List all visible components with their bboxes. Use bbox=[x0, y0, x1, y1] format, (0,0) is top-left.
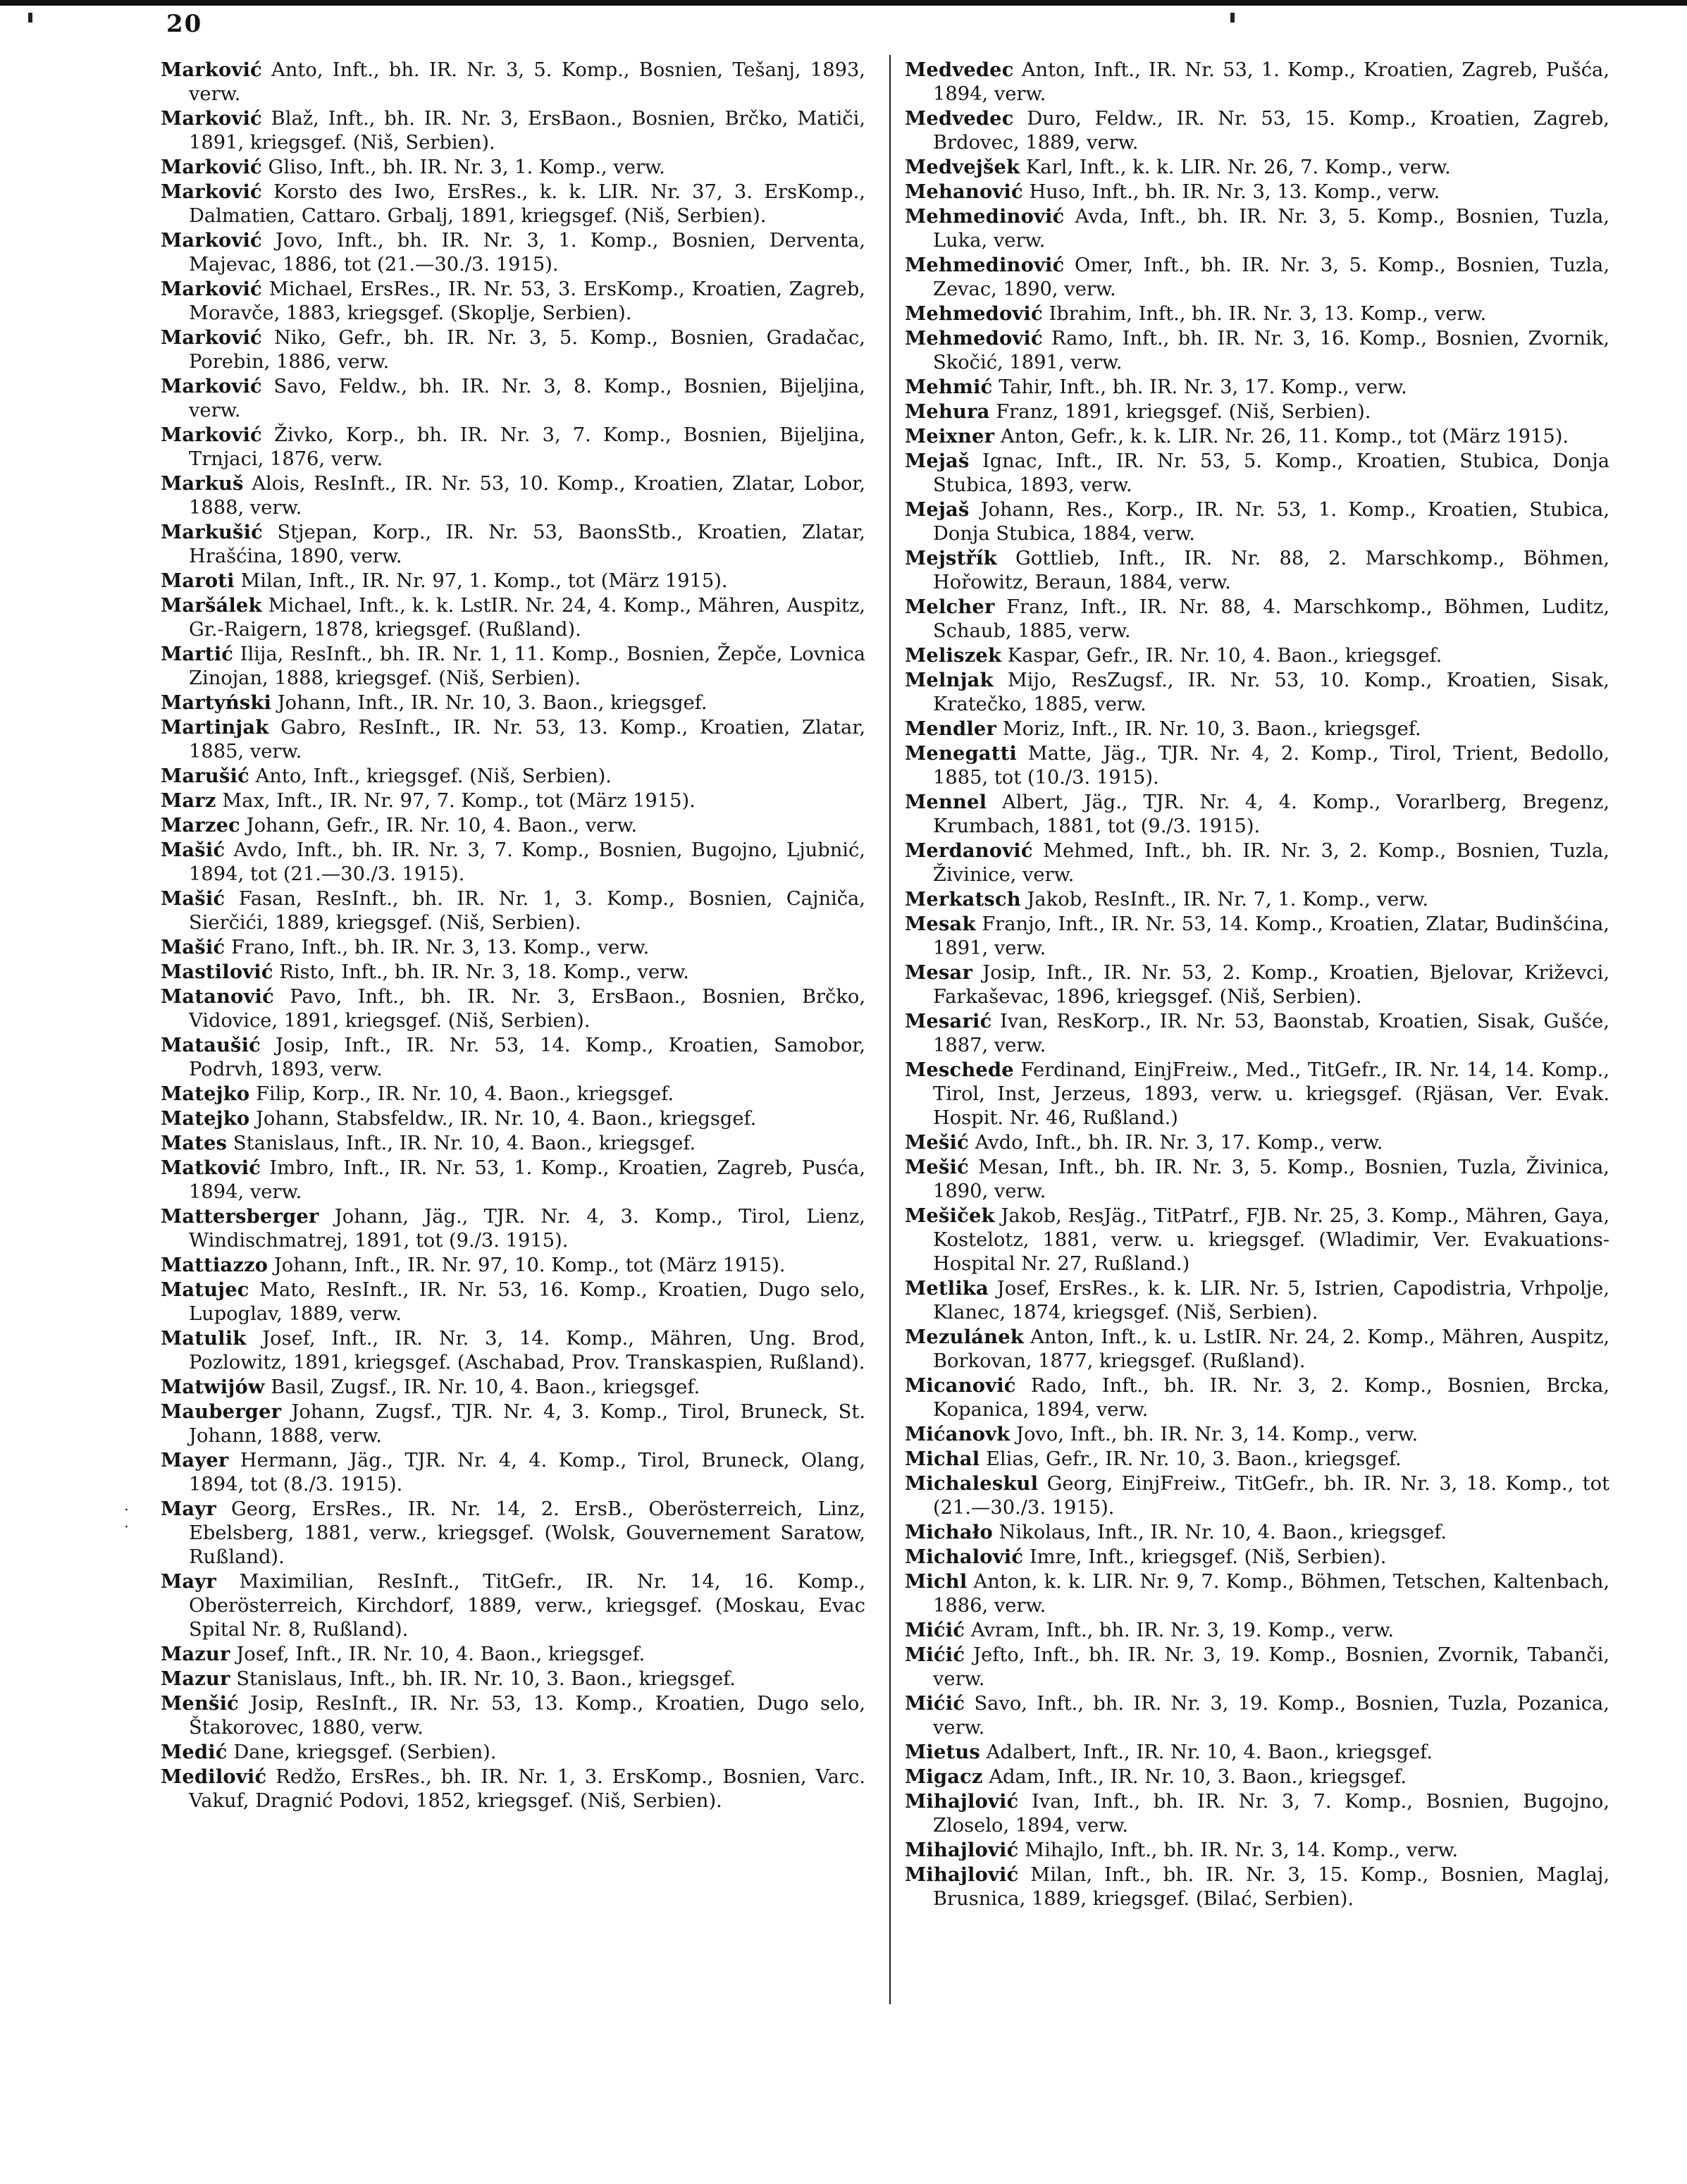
list-item bbox=[905, 595, 1609, 643]
entry-details: Imbro, Inft., IR. Nr. 53, 1. Komp., Kroatien, Zagreb, Pusća, 1894, verw. bbox=[189, 1157, 865, 1203]
entry-details: Gabro, ResInft., IR. Nr. 53, 13. Komp., Kroatien, Zlatar, 1885, verw. bbox=[189, 717, 865, 763]
list-item bbox=[905, 204, 1609, 253]
entry-details: Alois, ResInft., IR. Nr. 53, 10. Komp., Kroatien, Zlatar, Lobor, 1888, verw. bbox=[189, 473, 865, 519]
entry-details: Mihajlo, Inft., bh. IR. Nr. 3, 14. Komp., verw. bbox=[1018, 1839, 1459, 1861]
list-item bbox=[905, 1618, 1609, 1643]
list-item bbox=[161, 642, 865, 691]
list-item bbox=[905, 155, 1609, 180]
entry-details: Dane, kriegsgef. (Serbien). bbox=[227, 1741, 497, 1763]
entry-details: Jakob, ResJäg., TitPatrf., FJB. Nr. 25, 3. Komp., Mähren, Gaya, Kostelotz, 1881, verw. u. kriegsgef. (Wladimir, Ver. Evakuations-Hospital Nr. 27, Rußland.) bbox=[933, 1205, 1609, 1275]
entry-details: Avram, Inft., bh. IR. Nr. 3, 19. Komp., verw. bbox=[965, 1620, 1395, 1641]
entry-details: Niko, Gefr., bh. IR. Nr. 3, 5. Komp., Bosnien, Gradačac, Porebin, 1886, verw. bbox=[189, 327, 865, 373]
list-item bbox=[161, 180, 865, 228]
entry-details: Savo, Inft., bh. IR. Nr. 3, 19. Komp., Bosnien, Tuzla, Pozanica, verw. bbox=[933, 1693, 1609, 1739]
entry-details: Jefto, Inft., bh. IR. Nr. 3, 19. Komp., Bosnien, Zvornik, Tabanči, verw. bbox=[933, 1644, 1609, 1690]
list-item bbox=[905, 326, 1609, 375]
list-item bbox=[905, 717, 1609, 741]
list-item bbox=[905, 839, 1609, 887]
entry-surname: Marzec bbox=[161, 814, 240, 837]
list-item bbox=[905, 1276, 1609, 1325]
entry-surname: Martinjak bbox=[161, 716, 269, 739]
list-item bbox=[905, 1130, 1609, 1155]
entry-surname: Mazur bbox=[161, 1667, 230, 1690]
entry-surname: Marušić bbox=[161, 765, 249, 787]
entry-details: Georg, ErsRes., IR. Nr. 14, 2. ErsB., Oberösterreich, Linz, Ebelsberg, 1881, verw., kriegsgef. (Wolsk, Gouvernement Saratow, Rußland). bbox=[189, 1498, 865, 1568]
entry-details: Josip, ResInft., IR. Nr. 53, 13. Komp., Kroatien, Dugo selo, Štakorovec, 1880, verw. bbox=[189, 1693, 865, 1739]
entry-surname: Merdanović bbox=[905, 839, 1033, 862]
entry-surname: Mehmedović bbox=[905, 327, 1043, 350]
entry-surname: Markušić bbox=[161, 521, 264, 543]
entry-surname: Mešić bbox=[905, 1156, 969, 1178]
entry-details: Milan, Inft., bh. IR. Nr. 3, 15. Komp., Bosnien, Maglaj, Brusnica, 1889, kriegsgef. (Bilać, Serbien). bbox=[933, 1864, 1609, 1910]
list-item bbox=[161, 887, 865, 935]
list-item bbox=[161, 1740, 865, 1765]
entry-details: Mato, ResInft., IR. Nr. 53, 16. Komp., Kroatien, Dugo selo, Lupoglav, 1889, verw. bbox=[189, 1279, 865, 1325]
list-item bbox=[161, 1691, 865, 1740]
list-item bbox=[161, 764, 865, 789]
entry-surname: Mazur bbox=[161, 1643, 230, 1665]
entry-surname: Marković bbox=[161, 375, 262, 397]
entry-details: Huso, Inft., bh. IR. Nr. 3, 13. Komp., verw. bbox=[1022, 181, 1440, 203]
page-number: 20 bbox=[166, 10, 203, 38]
entry-surname: Mehura bbox=[905, 400, 990, 423]
entry-details: Pavo, Inft., bh. IR. Nr. 3, ErsBaon., Bosnien, Brčko, Vidovice, 1891, kriegsgef. (Niš, Serbien). bbox=[189, 986, 865, 1032]
list-item bbox=[161, 838, 865, 887]
list-item bbox=[161, 155, 865, 180]
list-item bbox=[905, 887, 1609, 912]
list-item bbox=[161, 691, 865, 715]
list-item bbox=[161, 520, 865, 569]
list-item bbox=[161, 1765, 865, 1813]
entry-details: Jovo, Inft., bh. IR. Nr. 3, 14. Komp., verw. bbox=[1010, 1424, 1419, 1445]
entry-surname: Mašić bbox=[161, 839, 225, 861]
entry-surname: Mezulánek bbox=[905, 1326, 1024, 1348]
list-item bbox=[905, 1569, 1609, 1618]
list-item bbox=[161, 715, 865, 764]
entry-surname: Medvedec bbox=[905, 58, 1014, 81]
entry-details: Mehmed, Inft., bh. IR. Nr. 3, 2. Komp., Bosnien, Tuzla, Živinice, verw. bbox=[933, 840, 1609, 886]
entry-surname: Merkatsch bbox=[905, 888, 1021, 911]
list-item bbox=[905, 1325, 1609, 1374]
entry-details: Johann, Stabsfeldw., IR. Nr. 10, 4. Baon., kriegsgef. bbox=[249, 1108, 757, 1130]
entry-surname: Matulik bbox=[161, 1327, 247, 1350]
entry-details: Franz, 1891, kriegsgef. (Niš, Serbien). bbox=[989, 401, 1371, 423]
entry-details: Anto, Inft., kriegsgef. (Niš, Serbien). bbox=[249, 765, 612, 787]
entry-details: Anto, Inft., bh. IR. Nr. 3, 5. Komp., Bosnien, Tešanj, 1893, verw. bbox=[189, 59, 865, 105]
entry-surname: Mietus bbox=[905, 1741, 980, 1763]
entry-surname: Meixner bbox=[905, 425, 995, 448]
list-item bbox=[905, 180, 1609, 204]
list-item bbox=[905, 58, 1609, 106]
list-item bbox=[161, 228, 865, 277]
entry-surname: Marković bbox=[161, 58, 262, 81]
entry-surname: Matwijów bbox=[161, 1376, 265, 1398]
list-item bbox=[905, 1422, 1609, 1447]
list-item bbox=[905, 302, 1609, 326]
entry-details: Risto, Inft., bh. IR. Nr. 3, 18. Komp., verw. bbox=[273, 961, 689, 983]
list-item bbox=[161, 569, 865, 593]
left-column bbox=[161, 58, 865, 1813]
entry-details: Adam, Inft., IR. Nr. 10, 3. Baon., kriegsgef. bbox=[982, 1766, 1407, 1788]
entry-details: Moriz, Inft., IR. Nr. 10, 3. Baon., kriegsgef. bbox=[996, 718, 1421, 740]
list-item bbox=[905, 912, 1609, 961]
list-item bbox=[905, 1058, 1609, 1130]
list-item bbox=[161, 1497, 865, 1569]
entry-surname: Mešiček bbox=[905, 1204, 995, 1227]
entry-surname: Meschede bbox=[905, 1059, 1014, 1081]
entry-details: Johann, Jäg., TJR. Nr. 4, 3. Komp., Tirol, Lienz, Windischmatrej, 1891, tot (9./3. 1915). bbox=[189, 1206, 865, 1252]
entry-surname: Menegatti bbox=[905, 742, 1017, 765]
list-item bbox=[161, 277, 865, 326]
entry-details: Johann, Res., Korp., IR. Nr. 53, 1. Komp., Kroatien, Stubica, Donja Stubica, 1884, verw. bbox=[933, 499, 1609, 545]
entry-surname: Mates bbox=[161, 1132, 228, 1154]
entry-surname: Martić bbox=[161, 643, 234, 665]
entry-surname: Mayer bbox=[161, 1449, 229, 1472]
entry-details: Josip, Inft., IR. Nr. 53, 14. Komp., Kroatien, Samobor, Podrvh, 1893, verw. bbox=[189, 1035, 865, 1080]
entry-surname: Mehmedinović bbox=[905, 205, 1065, 228]
entry-surname: Michal bbox=[905, 1448, 980, 1470]
list-item bbox=[161, 58, 865, 106]
entry-details: Elias, Gefr., IR. Nr. 10, 3. Baon., kriegsgef. bbox=[980, 1448, 1402, 1470]
entry-details: Michael, ErsRes., IR. Nr. 53, 3. ErsKomp., Kroatien, Zagreb, Moravče, 1883, kriegsgef. (Skoplje, Serbien). bbox=[189, 278, 865, 324]
entry-details: Rado, Inft., bh. IR. Nr. 3, 2. Komp., Bosnien, Brcka, Kopanica, 1894, verw. bbox=[933, 1375, 1609, 1421]
entry-surname: Mihajlović bbox=[905, 1839, 1019, 1861]
entry-surname: Matejko bbox=[161, 1107, 250, 1130]
entry-details: Imre, Inft., kriegsgef. (Niš, Serbien). bbox=[1023, 1546, 1387, 1568]
list-item bbox=[161, 1448, 865, 1497]
list-item bbox=[905, 546, 1609, 595]
list-item bbox=[161, 1082, 865, 1106]
list-item bbox=[905, 375, 1609, 400]
entry-surname: Martyński bbox=[161, 691, 272, 714]
list-item bbox=[161, 1326, 865, 1375]
entry-surname: Marković bbox=[161, 229, 262, 252]
entry-surname: Mendler bbox=[905, 717, 997, 740]
entry-details: Avdo, Inft., bh. IR. Nr. 3, 17. Komp., verw. bbox=[968, 1132, 1383, 1154]
entry-surname: Marković bbox=[161, 326, 262, 349]
entry-details: Max, Inft., IR. Nr. 97, 7. Komp., tot (März 1915). bbox=[216, 790, 696, 812]
entry-details: Avdo, Inft., bh. IR. Nr. 3, 7. Komp., Bosnien, Bugojno, Ljubnić, 1894, tot (21.—30./3. 1915). bbox=[189, 839, 865, 885]
entry-details: Franz, Inft., IR. Nr. 88, 4. Marschkomp., Böhmen, Luditz, Schaub, 1885, verw. bbox=[933, 596, 1609, 642]
entry-details: Jovo, Inft., bh. IR. Nr. 3, 1. Komp., Bosnien, Derventa, Majevac, 1886, tot (21.—30./3. 1915). bbox=[189, 230, 865, 276]
entry-surname: Medić bbox=[161, 1741, 228, 1763]
entry-details: Basil, Zugsf., IR. Nr. 10, 4. Baon., kriegsgef. bbox=[264, 1376, 700, 1398]
right-column bbox=[905, 58, 1609, 1911]
entry-details: Ivan, Inft., bh. IR. Nr. 3, 7. Komp., Bosnien, Bugojno, Zloselo, 1894, verw. bbox=[933, 1791, 1609, 1837]
tick-mark bbox=[1230, 13, 1235, 23]
entry-surname: Mayr bbox=[161, 1498, 216, 1520]
entry-surname: Matujec bbox=[161, 1278, 249, 1301]
entry-surname: Mejstřík bbox=[905, 547, 997, 569]
entry-surname: Michalović bbox=[905, 1546, 1024, 1568]
entry-details: Živko, Korp., bh. IR. Nr. 3, 7. Komp., Bosnien, Bijeljina, Trnjaci, 1876, verw. bbox=[189, 424, 865, 470]
entry-details: Tahir, Inft., bh. IR. Nr. 3, 17. Komp., verw. bbox=[992, 376, 1407, 398]
list-item bbox=[161, 1033, 865, 1082]
entry-details: Gliso, Inft., bh. IR. Nr. 3, 1. Komp., verw. bbox=[261, 156, 665, 178]
entry-details: Ibrahim, Inft., bh. IR. Nr. 3, 13. Komp., verw. bbox=[1042, 303, 1487, 325]
list-item bbox=[905, 498, 1609, 546]
entry-details: Johann, Gefr., IR. Nr. 10, 4. Baon., verw. bbox=[240, 815, 638, 837]
list-item bbox=[905, 1447, 1609, 1472]
entry-surname: Michaleskul bbox=[905, 1472, 1039, 1495]
entry-details: Ivan, ResKorp., IR. Nr. 53, Baonstab, Kroatien, Sisak, Gušće, 1887, verw. bbox=[933, 1011, 1609, 1056]
entry-surname: Mastilović bbox=[161, 961, 273, 983]
list-item bbox=[905, 1374, 1609, 1422]
entry-details: Stanislaus, Inft., IR. Nr. 10, 4. Baon., kriegsgef. bbox=[227, 1133, 696, 1154]
entry-details: Franjo, Inft., IR. Nr. 53, 14. Komp., Kroatien, Zlatar, Budinšćina, 1891, verw. bbox=[933, 913, 1609, 959]
entry-details: Mesan, Inft., bh. IR. Nr. 3, 5. Komp., Bosnien, Tuzla, Živinica, 1890, verw. bbox=[933, 1156, 1609, 1202]
list-item bbox=[161, 1642, 865, 1667]
entry-details: Gottlieb, Inft., IR. Nr. 88, 2. Marschkomp., Böhmen, Hořowitz, Beraun, 1884, verw. bbox=[933, 548, 1609, 593]
entry-surname: Matejko bbox=[161, 1082, 250, 1105]
entry-surname: Mićić bbox=[905, 1692, 965, 1715]
entry-details: Karl, Inft., k. k. LIR. Nr. 26, 7. Komp., verw. bbox=[1020, 156, 1451, 178]
entry-details: Kaspar, Gefr., IR. Nr. 10, 4. Baon., kriegsgef. bbox=[1001, 645, 1442, 667]
entry-details: Ramo, Inft., bh. IR. Nr. 3, 16. Komp., Bosnien, Zvornik, Skočić, 1891, verw. bbox=[933, 328, 1609, 374]
list-item bbox=[161, 1253, 865, 1278]
list-item bbox=[905, 1643, 1609, 1691]
list-item bbox=[905, 643, 1609, 668]
list-item bbox=[905, 1863, 1609, 1911]
entry-surname: Mejaš bbox=[905, 498, 970, 521]
entry-surname: Mesarić bbox=[905, 1010, 992, 1032]
list-item bbox=[905, 449, 1609, 498]
entry-surname: Mihajlović bbox=[905, 1863, 1019, 1886]
entry-details: Matte, Jäg., TJR. Nr. 4, 2. Komp., Tirol, Trient, Bedollo, 1885, tot (10./3. 1915). bbox=[933, 743, 1609, 789]
entry-details: Albert, Jäg., TJR. Nr. 4, 4. Komp., Vorarlberg, Bregenz, Krumbach, 1881, tot (9./3. 1915). bbox=[933, 791, 1609, 837]
entry-details: Georg, EinjFreiw., TitGefr., bh. IR. Nr. 3, 18. Komp., tot (21.—30./3. 1915). bbox=[933, 1473, 1609, 1519]
entry-details: Stanislaus, Inft., bh. IR. Nr. 10, 3. Baon., kriegsgef. bbox=[230, 1668, 736, 1690]
margin-dots: · · bbox=[124, 1502, 129, 1536]
entry-details: Avda, Inft., bh. IR. Nr. 3, 5. Komp., Bosnien, Tuzla, Luka, verw. bbox=[933, 206, 1609, 252]
list-item bbox=[161, 1106, 865, 1131]
entry-details: Mijo, ResZugsf., IR. Nr. 53, 10. Komp., Kroatien, Sisak, Kratečko, 1885, verw. bbox=[933, 670, 1609, 715]
entry-details: Anton, k. k. LIR. Nr. 9, 7. Komp., Böhmen, Tetschen, Kaltenbach, 1886, verw. bbox=[933, 1571, 1609, 1617]
entry-surname: Melnjak bbox=[905, 669, 994, 691]
entry-surname: Michl bbox=[905, 1570, 968, 1593]
list-item bbox=[905, 668, 1609, 717]
list-item bbox=[905, 1204, 1609, 1276]
list-item bbox=[905, 790, 1609, 839]
list-item bbox=[905, 1691, 1609, 1740]
list-item bbox=[161, 813, 865, 838]
list-item bbox=[161, 1278, 865, 1326]
list-item bbox=[161, 326, 865, 374]
entry-surname: Matković bbox=[161, 1156, 261, 1179]
entry-details: Adalbert, Inft., IR. Nr. 10, 4. Baon., kriegsgef. bbox=[980, 1741, 1433, 1763]
entry-surname: Mehmedinović bbox=[905, 254, 1065, 276]
entry-surname: Marković bbox=[161, 278, 262, 300]
entry-surname: Mihajlović bbox=[905, 1790, 1019, 1813]
entry-surname: Melcher bbox=[905, 596, 995, 618]
entry-surname: Menšić bbox=[161, 1692, 239, 1715]
entry-details: Jakob, ResInft., IR. Nr. 7, 1. Komp., verw. bbox=[1020, 889, 1429, 911]
entry-surname: Marz bbox=[161, 789, 216, 812]
list-item bbox=[161, 1156, 865, 1204]
list-item bbox=[905, 1789, 1609, 1838]
list-item bbox=[161, 985, 865, 1033]
entry-details: Josef, Inft., IR. Nr. 3, 14. Komp., Mähren, Ung. Brod, Pozlowitz, 1891, kriegsgef. (Aschabad, Prov. Transkaspien, Rußland). bbox=[189, 1328, 865, 1374]
list-item bbox=[905, 1009, 1609, 1058]
entry-details: Anton, Inft., IR. Nr. 53, 1. Komp., Kroatien, Zagreb, Pušća, 1894, verw. bbox=[933, 59, 1609, 105]
list-item bbox=[905, 424, 1609, 449]
entry-details: Filip, Korp., IR. Nr. 10, 4. Baon., kriegsgef. bbox=[249, 1083, 674, 1105]
list-item bbox=[161, 1131, 865, 1156]
entry-surname: Mennel bbox=[905, 791, 987, 813]
entry-details: Fasan, ResInft., bh. IR. Nr. 1, 3. Komp., Bosnien, Cajniča, Sierčići, 1889, kriegsgef. (Niš, Serbien). bbox=[189, 888, 865, 934]
entry-surname: Marković bbox=[161, 156, 262, 178]
entry-details: Johann, Inft., IR. Nr. 97, 10. Komp., tot (März 1915). bbox=[268, 1254, 786, 1276]
entry-details: Milan, Inft., IR. Nr. 97, 1. Komp., tot (März 1915). bbox=[234, 570, 728, 592]
list-item bbox=[905, 741, 1609, 790]
entry-details: Omer, Inft., bh. IR. Nr. 3, 5. Komp., Bosnien, Tuzla, Zevac, 1890, verw. bbox=[933, 254, 1609, 300]
entry-details: Stjepan, Korp., IR. Nr. 53, BaonsStb., Kroatien, Zlatar, Hrašćina, 1890, verw. bbox=[189, 522, 865, 567]
entry-surname: Maroti bbox=[161, 569, 235, 592]
list-item bbox=[905, 1472, 1609, 1520]
entry-surname: Marković bbox=[161, 180, 262, 203]
entry-surname: Maršálek bbox=[161, 594, 262, 617]
list-item bbox=[905, 1155, 1609, 1204]
list-item bbox=[161, 374, 865, 423]
entry-surname: Mattersberger bbox=[161, 1205, 319, 1228]
list-item bbox=[161, 789, 865, 813]
entry-surname: Medilović bbox=[161, 1765, 267, 1788]
tick-mark bbox=[28, 13, 32, 23]
entry-surname: Mićić bbox=[905, 1643, 965, 1666]
list-item bbox=[905, 1838, 1609, 1863]
entry-details: Savo, Feldw., bh. IR. Nr. 3, 8. Komp., Bosnien, Bijeljina, verw. bbox=[189, 376, 865, 421]
entry-details: Redžo, ErsRes., bh. IR. Nr. 1, 3. ErsKomp., Bosnien, Varc. Vakuf, Dragnić Podovi, 1852, kriegsgef. (Niš, Serbien). bbox=[189, 1766, 865, 1812]
entry-surname: Mićanovk bbox=[905, 1423, 1011, 1445]
entry-surname: Medvedec bbox=[905, 107, 1014, 130]
list-item bbox=[161, 1400, 865, 1448]
list-item bbox=[905, 400, 1609, 424]
entry-surname: Mattiazzo bbox=[161, 1254, 268, 1276]
list-item bbox=[905, 1765, 1609, 1789]
entry-details: Josef, Inft., IR. Nr. 10, 4. Baon., kriegsgef. bbox=[230, 1643, 645, 1665]
entry-surname: Michało bbox=[905, 1521, 993, 1543]
entry-details: Duro, Feldw., IR. Nr. 53, 15. Komp., Kroatien, Zagreb, Brdovec, 1889, verw. bbox=[933, 108, 1609, 154]
list-item bbox=[161, 1204, 865, 1253]
entry-surname: Mešić bbox=[905, 1131, 969, 1154]
entry-details: Blaž, Inft., bh. IR. Nr. 3, ErsBaon., Bosnien, Brčko, Matiči, 1891, kriegsgef. (Niš, Serbien). bbox=[189, 108, 865, 154]
entry-surname: Marković bbox=[161, 107, 262, 130]
entry-surname: Mehmić bbox=[905, 376, 993, 398]
list-item bbox=[161, 935, 865, 960]
entry-surname: Mesak bbox=[905, 913, 976, 935]
entry-details: Frano, Inft., bh. IR. Nr. 3, 13. Komp., verw. bbox=[225, 937, 650, 958]
entry-surname: Mesar bbox=[905, 961, 973, 984]
entry-details: Josip, Inft., IR. Nr. 53, 2. Komp., Kroatien, Bjelovar, Križevci, Farkaševac, 1896, kriegsgef. (Niš, Serbien). bbox=[933, 962, 1609, 1008]
entry-surname: Mauberger bbox=[161, 1400, 282, 1423]
list-item bbox=[161, 1667, 865, 1691]
entry-details: Ferdinand, EinjFreiw., Med., TitGefr., IR. Nr. 14, 14. Komp., Tirol, Inst, Jerzeus, 1893, verw. u. kriegsgef. (Rjäsan, Ver. Evak. Hospit. Nr. 46, Rußland.) bbox=[933, 1059, 1609, 1129]
entry-surname: Meliszek bbox=[905, 644, 1002, 667]
entry-details: Johann, Zugsf., TJR. Nr. 4, 3. Komp., Tirol, Bruneck, St. Johann, 1888, verw. bbox=[189, 1401, 865, 1447]
list-item bbox=[905, 1740, 1609, 1765]
list-item bbox=[161, 960, 865, 985]
column-divider bbox=[889, 55, 891, 2004]
entry-details: Anton, Gefr., k. k. LIR. Nr. 26, 11. Komp., tot (März 1915). bbox=[994, 426, 1569, 448]
top-rule bbox=[0, 0, 1687, 6]
entry-surname: Mehanović bbox=[905, 180, 1023, 203]
list-item bbox=[161, 106, 865, 155]
entry-surname: Markuš bbox=[161, 472, 244, 495]
list-item bbox=[161, 423, 865, 471]
list-item bbox=[905, 1545, 1609, 1569]
entry-details: Korsto des Iwo, ErsRes., k. k. LIR. Nr. 37, 3. ErsKomp., Dalmatien, Cattaro. Grbalj, 1891, kriegsgef. (Niš, Serbien). bbox=[189, 181, 865, 227]
entry-surname: Metlika bbox=[905, 1277, 989, 1300]
list-item bbox=[905, 961, 1609, 1009]
entry-surname: Mehmedović bbox=[905, 302, 1043, 325]
entry-surname: Mašić bbox=[161, 887, 225, 910]
list-item bbox=[905, 1520, 1609, 1545]
list-item bbox=[905, 253, 1609, 302]
list-item bbox=[161, 1375, 865, 1400]
entry-surname: Mayr bbox=[161, 1570, 216, 1593]
entry-details: Maximilian, ResInft., TitGefr., IR. Nr. 14, 16. Komp., Oberösterreich, Kirchdorf, 1889, verw., kriegsgef. (Moskau, Evac Spital Nr. 8, Rußland). bbox=[189, 1571, 865, 1641]
entry-details: Hermann, Jäg., TJR. Nr. 4, 4. Komp., Tirol, Bruneck, Olang, 1894, tot (8./3. 1915). bbox=[189, 1450, 865, 1495]
entry-details: Anton, Inft., k. u. LstIR. Nr. 24, 2. Komp., Mähren, Auspitz, Borkovan, 1877, kriegsgef. (Rußland). bbox=[933, 1326, 1609, 1372]
entry-surname: Medvejšek bbox=[905, 156, 1020, 178]
list-item bbox=[905, 106, 1609, 155]
entry-surname: Mataušić bbox=[161, 1034, 261, 1056]
entry-surname: Marković bbox=[161, 424, 262, 446]
entry-details: Johann, Inft., IR. Nr. 10, 3. Baon., kriegsgef. bbox=[271, 692, 707, 714]
entry-surname: Migacz bbox=[905, 1765, 983, 1788]
list-item bbox=[161, 593, 865, 642]
entry-surname: Micanović bbox=[905, 1374, 1016, 1397]
entry-surname: Mejaš bbox=[905, 450, 970, 472]
entry-details: Josef, ErsRes., k. k. LIR. Nr. 5, Istrien, Capodistria, Vrhpolje, Klanec, 1874, kriegsgef. (Niš, Serbien). bbox=[933, 1278, 1609, 1324]
list-item bbox=[161, 1569, 865, 1642]
list-item bbox=[161, 471, 865, 520]
entry-details: Ilija, ResInft., bh. IR. Nr. 1, 11. Komp., Bosnien, Žepče, Lovnica Zinojan, 1888, kriegsgef. (Niš, Serbien). bbox=[189, 643, 865, 689]
entry-surname: Mićić bbox=[905, 1619, 965, 1641]
entry-details: Michael, Inft., k. k. LstIR. Nr. 24, 4. Komp., Mähren, Auspitz, Gr.-Raigern, 1878, kriegsgef. (Rußland). bbox=[189, 595, 865, 641]
entry-surname: Matanović bbox=[161, 985, 274, 1008]
entry-surname: Mašić bbox=[161, 936, 225, 958]
entry-details: Nikolaus, Inft., IR. Nr. 10, 4. Baon., kriegsgef. bbox=[992, 1522, 1447, 1543]
entry-details: Ignac, Inft., IR. Nr. 53, 5. Komp., Kroatien, Stubica, Donja Stubica, 1893, verw. bbox=[933, 450, 1609, 496]
